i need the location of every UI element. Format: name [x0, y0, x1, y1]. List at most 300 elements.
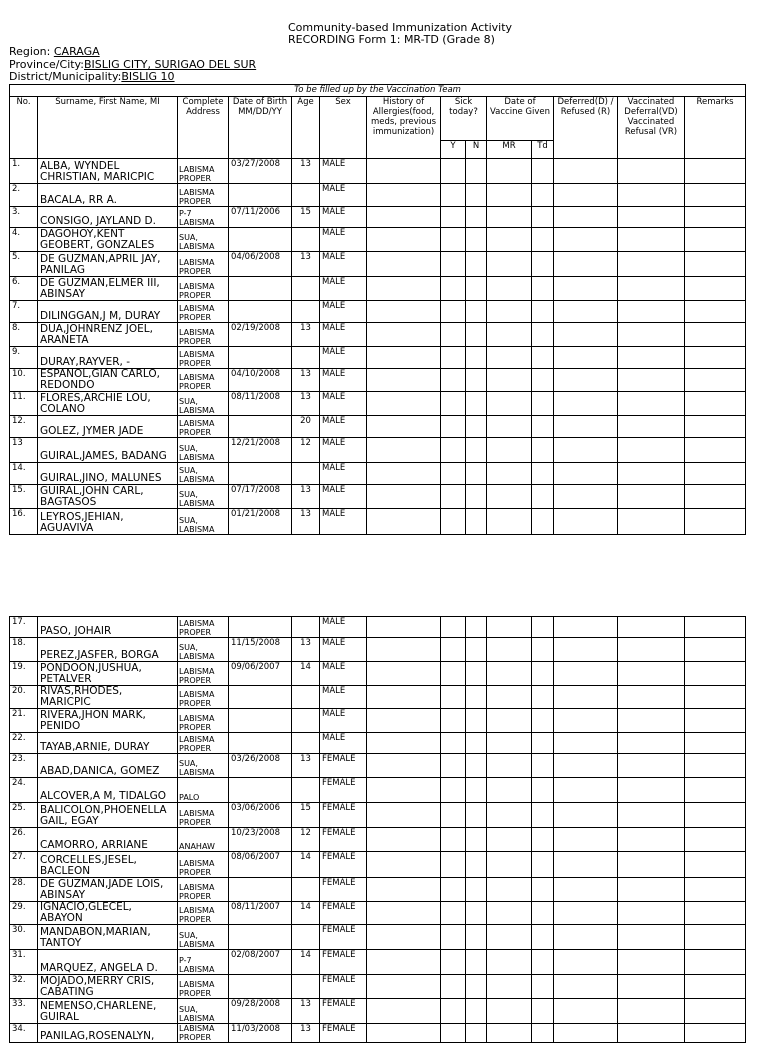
sick-n-cell[interactable] [466, 902, 487, 925]
vaccinated-cell[interactable] [618, 1024, 685, 1043]
td-cell[interactable] [532, 709, 554, 733]
remarks-cell[interactable] [685, 207, 746, 228]
history-cell[interactable] [367, 778, 441, 803]
td-cell[interactable] [532, 778, 554, 803]
td-cell[interactable] [532, 1024, 554, 1043]
sick-n-cell[interactable] [466, 252, 487, 277]
deferred-cell[interactable] [554, 252, 618, 277]
sick-y-cell[interactable] [441, 925, 466, 950]
sick-n-cell[interactable] [466, 925, 487, 950]
deferred-cell[interactable] [554, 207, 618, 228]
history-cell[interactable] [367, 228, 441, 252]
td-cell[interactable] [532, 485, 554, 509]
history-cell[interactable] [367, 852, 441, 878]
remarks-cell[interactable] [685, 369, 746, 392]
sick-n-cell[interactable] [466, 438, 487, 463]
deferred-cell[interactable] [554, 485, 618, 509]
province-label: Province/City: [9, 58, 84, 71]
mr-cell[interactable] [487, 323, 532, 347]
sick-n-cell[interactable] [466, 709, 487, 733]
sick-y-cell[interactable] [441, 438, 466, 463]
td-cell[interactable] [532, 509, 554, 535]
mr-cell[interactable] [487, 184, 532, 207]
mr-cell[interactable] [487, 733, 532, 754]
history-cell[interactable] [367, 463, 441, 485]
table-row [10, 207, 746, 228]
deferred-cell[interactable] [554, 638, 618, 662]
td-cell[interactable] [532, 686, 554, 709]
history-cell[interactable] [367, 301, 441, 323]
sick-n-cell[interactable] [466, 1024, 487, 1043]
history-cell[interactable] [367, 347, 441, 369]
td-cell[interactable] [532, 323, 554, 347]
vaccinated-cell[interactable] [618, 416, 685, 438]
vaccinated-cell[interactable] [618, 778, 685, 803]
td-cell[interactable] [532, 617, 554, 638]
remarks-cell[interactable] [685, 323, 746, 347]
student-sex: MALE [320, 323, 367, 347]
sick-y-cell[interactable] [441, 301, 466, 323]
history-cell[interactable] [367, 925, 441, 950]
td-cell[interactable] [532, 950, 554, 975]
history-cell[interactable] [367, 950, 441, 975]
deferred-cell[interactable] [554, 878, 618, 902]
remarks-cell[interactable] [685, 950, 746, 975]
remarks-cell[interactable] [685, 1024, 746, 1043]
remarks-cell[interactable] [685, 878, 746, 902]
vaccinated-cell[interactable] [618, 803, 685, 828]
team-note: To be filled up by the Vaccination Team [10, 85, 746, 97]
mr-cell[interactable] [487, 975, 532, 999]
mr-cell[interactable] [487, 803, 532, 828]
history-cell[interactable] [367, 754, 441, 778]
history-cell[interactable] [367, 207, 441, 228]
mr-cell[interactable] [487, 438, 532, 463]
sick-y-cell[interactable] [441, 617, 466, 638]
history-cell[interactable] [367, 878, 441, 902]
remarks-cell[interactable] [685, 828, 746, 852]
student-name: DE GUZMAN,APRIL JAY, PANILAG [38, 252, 178, 277]
td-cell[interactable] [532, 852, 554, 878]
vaccinated-cell[interactable] [618, 438, 685, 463]
row-number: 3. [10, 207, 38, 228]
sick-y-cell[interactable] [441, 778, 466, 803]
mr-cell[interactable] [487, 925, 532, 950]
remarks-cell[interactable] [685, 902, 746, 925]
sick-n-cell[interactable] [466, 509, 487, 535]
sick-y-cell[interactable] [441, 999, 466, 1024]
vaccinated-cell[interactable] [618, 323, 685, 347]
remarks-cell[interactable] [685, 228, 746, 252]
history-cell[interactable] [367, 902, 441, 925]
sick-y-cell[interactable] [441, 184, 466, 207]
remarks-cell[interactable] [685, 686, 746, 709]
mr-cell[interactable] [487, 509, 532, 535]
sick-y-cell[interactable] [441, 733, 466, 754]
sick-y-cell[interactable] [441, 1024, 466, 1043]
mr-cell[interactable] [487, 228, 532, 252]
deferred-cell[interactable] [554, 662, 618, 686]
deferred-cell[interactable] [554, 369, 618, 392]
sick-n-cell[interactable] [466, 733, 487, 754]
td-cell[interactable] [532, 369, 554, 392]
vaccinated-cell[interactable] [618, 277, 685, 301]
sick-n-cell[interactable] [466, 975, 487, 999]
vaccinated-cell[interactable] [618, 392, 685, 416]
td-cell[interactable] [532, 416, 554, 438]
sick-n-cell[interactable] [466, 184, 487, 207]
mr-cell[interactable] [487, 617, 532, 638]
history-cell[interactable] [367, 509, 441, 535]
student-address: SUA, LABISMA [178, 228, 229, 252]
vaccinated-cell[interactable] [618, 347, 685, 369]
table-row [10, 638, 746, 662]
history-cell[interactable] [367, 1024, 441, 1043]
remarks-cell[interactable] [685, 184, 746, 207]
td-cell[interactable] [532, 438, 554, 463]
table-row [10, 828, 746, 852]
vaccinated-cell[interactable] [618, 207, 685, 228]
vaccinated-cell[interactable] [618, 925, 685, 950]
sick-y-cell[interactable] [441, 323, 466, 347]
td-cell[interactable] [532, 228, 554, 252]
deferred-cell[interactable] [554, 416, 618, 438]
history-cell[interactable] [367, 662, 441, 686]
deferred-cell[interactable] [554, 1024, 618, 1043]
remarks-cell[interactable] [685, 347, 746, 369]
td-cell[interactable] [532, 463, 554, 485]
vaccinated-cell[interactable] [618, 709, 685, 733]
remarks-cell[interactable] [685, 438, 746, 463]
mr-cell[interactable] [487, 392, 532, 416]
sick-n-cell[interactable] [466, 617, 487, 638]
deferred-cell[interactable] [554, 828, 618, 852]
student-name: GUIRAL,JAMES, BADANG [38, 438, 178, 463]
deferred-cell[interactable] [554, 509, 618, 535]
student-address: SUA, LABISMA [178, 638, 229, 662]
td-cell[interactable] [532, 828, 554, 852]
deferred-cell[interactable] [554, 733, 618, 754]
deferred-cell[interactable] [554, 159, 618, 184]
remarks-cell[interactable] [685, 925, 746, 950]
vaccinated-cell[interactable] [618, 686, 685, 709]
sick-n-cell[interactable] [466, 369, 487, 392]
td-cell[interactable] [532, 392, 554, 416]
history-cell[interactable] [367, 184, 441, 207]
sick-y-cell[interactable] [441, 878, 466, 902]
remarks-cell[interactable] [685, 975, 746, 999]
sick-y-cell[interactable] [441, 369, 466, 392]
sick-n-cell[interactable] [466, 950, 487, 975]
deferred-cell[interactable] [554, 902, 618, 925]
student-sex: MALE [320, 686, 367, 709]
date-of-birth [229, 975, 292, 999]
sick-n-cell[interactable] [466, 662, 487, 686]
sick-n-cell[interactable] [466, 277, 487, 301]
sick-y-cell[interactable] [441, 252, 466, 277]
student-name: FLORES,ARCHIE LOU, COLANO [38, 392, 178, 416]
vaccinated-cell[interactable] [618, 754, 685, 778]
vaccinated-cell[interactable] [618, 852, 685, 878]
vaccinated-cell[interactable] [618, 369, 685, 392]
student-age [292, 733, 320, 754]
vaccinated-cell[interactable] [618, 509, 685, 535]
remarks-cell[interactable] [685, 638, 746, 662]
history-cell[interactable] [367, 369, 441, 392]
sick-n-cell[interactable] [466, 416, 487, 438]
remarks-cell[interactable] [685, 617, 746, 638]
student-name: DILINGGAN,J M, DURAY [38, 301, 178, 323]
sick-n-cell[interactable] [466, 301, 487, 323]
sick-n-cell[interactable] [466, 485, 487, 509]
mr-cell[interactable] [487, 902, 532, 925]
td-cell[interactable] [532, 925, 554, 950]
mr-cell[interactable] [487, 686, 532, 709]
student-sex: MALE [320, 509, 367, 535]
sick-n-cell[interactable] [466, 754, 487, 778]
history-cell[interactable] [367, 159, 441, 184]
history-cell[interactable] [367, 438, 441, 463]
vaccinated-cell[interactable] [618, 733, 685, 754]
sick-n-cell[interactable] [466, 638, 487, 662]
mr-cell[interactable] [487, 416, 532, 438]
sick-y-cell[interactable] [441, 485, 466, 509]
td-cell[interactable] [532, 252, 554, 277]
mr-cell[interactable] [487, 252, 532, 277]
td-cell[interactable] [532, 347, 554, 369]
remarks-cell[interactable] [685, 392, 746, 416]
deferred-cell[interactable] [554, 778, 618, 803]
mr-cell[interactable] [487, 485, 532, 509]
sick-n-cell[interactable] [466, 803, 487, 828]
history-cell[interactable] [367, 733, 441, 754]
mr-cell[interactable] [487, 277, 532, 301]
history-cell[interactable] [367, 975, 441, 999]
mr-cell[interactable] [487, 662, 532, 686]
mr-cell[interactable] [487, 852, 532, 878]
sick-y-cell[interactable] [441, 754, 466, 778]
remarks-cell[interactable] [685, 803, 746, 828]
mr-cell[interactable] [487, 369, 532, 392]
sick-y-cell[interactable] [441, 975, 466, 999]
remarks-cell[interactable] [685, 252, 746, 277]
remarks-cell[interactable] [685, 485, 746, 509]
td-cell[interactable] [532, 733, 554, 754]
deferred-cell[interactable] [554, 228, 618, 252]
td-cell[interactable] [532, 975, 554, 999]
deferred-cell[interactable] [554, 754, 618, 778]
deferred-cell[interactable] [554, 301, 618, 323]
table-row [10, 878, 746, 902]
sick-y-cell[interactable] [441, 638, 466, 662]
deferred-cell[interactable] [554, 686, 618, 709]
vaccinated-cell[interactable] [618, 975, 685, 999]
sick-y-cell[interactable] [441, 828, 466, 852]
deferred-cell[interactable] [554, 709, 618, 733]
sick-y-cell[interactable] [441, 852, 466, 878]
sick-n-cell[interactable] [466, 392, 487, 416]
sick-y-cell[interactable] [441, 902, 466, 925]
mr-cell[interactable] [487, 1024, 532, 1043]
sick-n-cell[interactable] [466, 686, 487, 709]
td-cell[interactable] [532, 301, 554, 323]
deferred-cell[interactable] [554, 950, 618, 975]
student-address: LABISMA PROPER [178, 878, 229, 902]
sick-n-cell[interactable] [466, 852, 487, 878]
vaccinated-cell[interactable] [618, 485, 685, 509]
vaccinated-cell[interactable] [618, 662, 685, 686]
sick-y-cell[interactable] [441, 662, 466, 686]
td-cell[interactable] [532, 803, 554, 828]
history-cell[interactable] [367, 828, 441, 852]
mr-cell[interactable] [487, 638, 532, 662]
mr-cell[interactable] [487, 778, 532, 803]
deferred-cell[interactable] [554, 975, 618, 999]
vaccinated-cell[interactable] [618, 463, 685, 485]
remarks-cell[interactable] [685, 754, 746, 778]
mr-cell[interactable] [487, 754, 532, 778]
table-row [10, 301, 746, 323]
history-cell[interactable] [367, 485, 441, 509]
td-cell[interactable] [532, 662, 554, 686]
vaccinated-cell[interactable] [618, 902, 685, 925]
sick-y-cell[interactable] [441, 207, 466, 228]
vaccinated-cell[interactable] [618, 184, 685, 207]
remarks-cell[interactable] [685, 778, 746, 803]
history-cell[interactable] [367, 638, 441, 662]
vaccinated-cell[interactable] [618, 252, 685, 277]
mr-cell[interactable] [487, 207, 532, 228]
student-address: SUA, LABISMA [178, 463, 229, 485]
sick-y-cell[interactable] [441, 950, 466, 975]
deferred-cell[interactable] [554, 323, 618, 347]
history-cell[interactable] [367, 803, 441, 828]
vaccinated-cell[interactable] [618, 950, 685, 975]
remarks-cell[interactable] [685, 416, 746, 438]
mr-cell[interactable] [487, 950, 532, 975]
remarks-cell[interactable] [685, 159, 746, 184]
date-of-birth: 03/27/2008 [229, 159, 292, 184]
mr-cell[interactable] [487, 828, 532, 852]
deferred-cell[interactable] [554, 438, 618, 463]
sick-y-cell[interactable] [441, 686, 466, 709]
mr-cell[interactable] [487, 347, 532, 369]
deferred-cell[interactable] [554, 347, 618, 369]
mr-cell[interactable] [487, 159, 532, 184]
deferred-cell[interactable] [554, 852, 618, 878]
td-cell[interactable] [532, 159, 554, 184]
history-cell[interactable] [367, 999, 441, 1024]
mr-cell[interactable] [487, 709, 532, 733]
sick-n-cell[interactable] [466, 207, 487, 228]
td-cell[interactable] [532, 207, 554, 228]
sick-n-cell[interactable] [466, 228, 487, 252]
td-cell[interactable] [532, 878, 554, 902]
td-cell[interactable] [532, 999, 554, 1024]
remarks-cell[interactable] [685, 709, 746, 733]
deferred-cell[interactable] [554, 925, 618, 950]
remarks-cell[interactable] [685, 463, 746, 485]
history-cell[interactable] [367, 686, 441, 709]
remarks-cell[interactable] [685, 852, 746, 878]
deferred-cell[interactable] [554, 617, 618, 638]
vaccinated-cell[interactable] [618, 828, 685, 852]
vaccinated-cell[interactable] [618, 878, 685, 902]
mr-cell[interactable] [487, 878, 532, 902]
date-of-birth [229, 347, 292, 369]
sick-n-cell[interactable] [466, 828, 487, 852]
sick-n-cell[interactable] [466, 159, 487, 184]
sick-y-cell[interactable] [441, 159, 466, 184]
vaccinated-cell[interactable] [618, 301, 685, 323]
sick-n-cell[interactable] [466, 778, 487, 803]
deferred-cell[interactable] [554, 803, 618, 828]
deferred-cell[interactable] [554, 999, 618, 1024]
history-cell[interactable] [367, 392, 441, 416]
sick-y-cell[interactable] [441, 277, 466, 301]
history-cell[interactable] [367, 617, 441, 638]
sick-n-cell[interactable] [466, 999, 487, 1024]
history-cell[interactable] [367, 277, 441, 301]
sick-y-cell[interactable] [441, 416, 466, 438]
sick-y-cell[interactable] [441, 709, 466, 733]
history-cell[interactable] [367, 709, 441, 733]
table-row [10, 950, 746, 975]
student-address: SUA, LABISMA [178, 485, 229, 509]
mr-cell[interactable] [487, 999, 532, 1024]
sick-n-cell[interactable] [466, 878, 487, 902]
vaccinated-cell[interactable] [618, 999, 685, 1024]
date-of-birth [229, 686, 292, 709]
vaccinated-cell[interactable] [618, 638, 685, 662]
sick-y-cell[interactable] [441, 392, 466, 416]
td-cell[interactable] [532, 184, 554, 207]
remarks-cell[interactable] [685, 999, 746, 1024]
student-address: SUA, LABISMA [178, 754, 229, 778]
vaccinated-cell[interactable] [618, 228, 685, 252]
deferred-cell[interactable] [554, 463, 618, 485]
mr-cell[interactable] [487, 301, 532, 323]
sick-y-cell[interactable] [441, 463, 466, 485]
sick-y-cell[interactable] [441, 803, 466, 828]
row-number: 34. [10, 1024, 38, 1043]
history-cell[interactable] [367, 323, 441, 347]
td-cell[interactable] [532, 902, 554, 925]
vaccinated-cell[interactable] [618, 617, 685, 638]
sick-n-cell[interactable] [466, 347, 487, 369]
history-cell[interactable] [367, 252, 441, 277]
td-cell[interactable] [532, 754, 554, 778]
sick-y-cell[interactable] [441, 509, 466, 535]
sick-y-cell[interactable] [441, 228, 466, 252]
remarks-cell[interactable] [685, 733, 746, 754]
remarks-cell[interactable] [685, 301, 746, 323]
history-cell[interactable] [367, 416, 441, 438]
sick-n-cell[interactable] [466, 463, 487, 485]
td-cell[interactable] [532, 638, 554, 662]
deferred-cell[interactable] [554, 277, 618, 301]
mr-cell[interactable] [487, 463, 532, 485]
sick-n-cell[interactable] [466, 323, 487, 347]
td-cell[interactable] [532, 277, 554, 301]
remarks-cell[interactable] [685, 509, 746, 535]
remarks-cell[interactable] [685, 662, 746, 686]
sick-y-cell[interactable] [441, 347, 466, 369]
deferred-cell[interactable] [554, 184, 618, 207]
deferred-cell[interactable] [554, 392, 618, 416]
remarks-cell[interactable] [685, 277, 746, 301]
vaccinated-cell[interactable] [618, 159, 685, 184]
